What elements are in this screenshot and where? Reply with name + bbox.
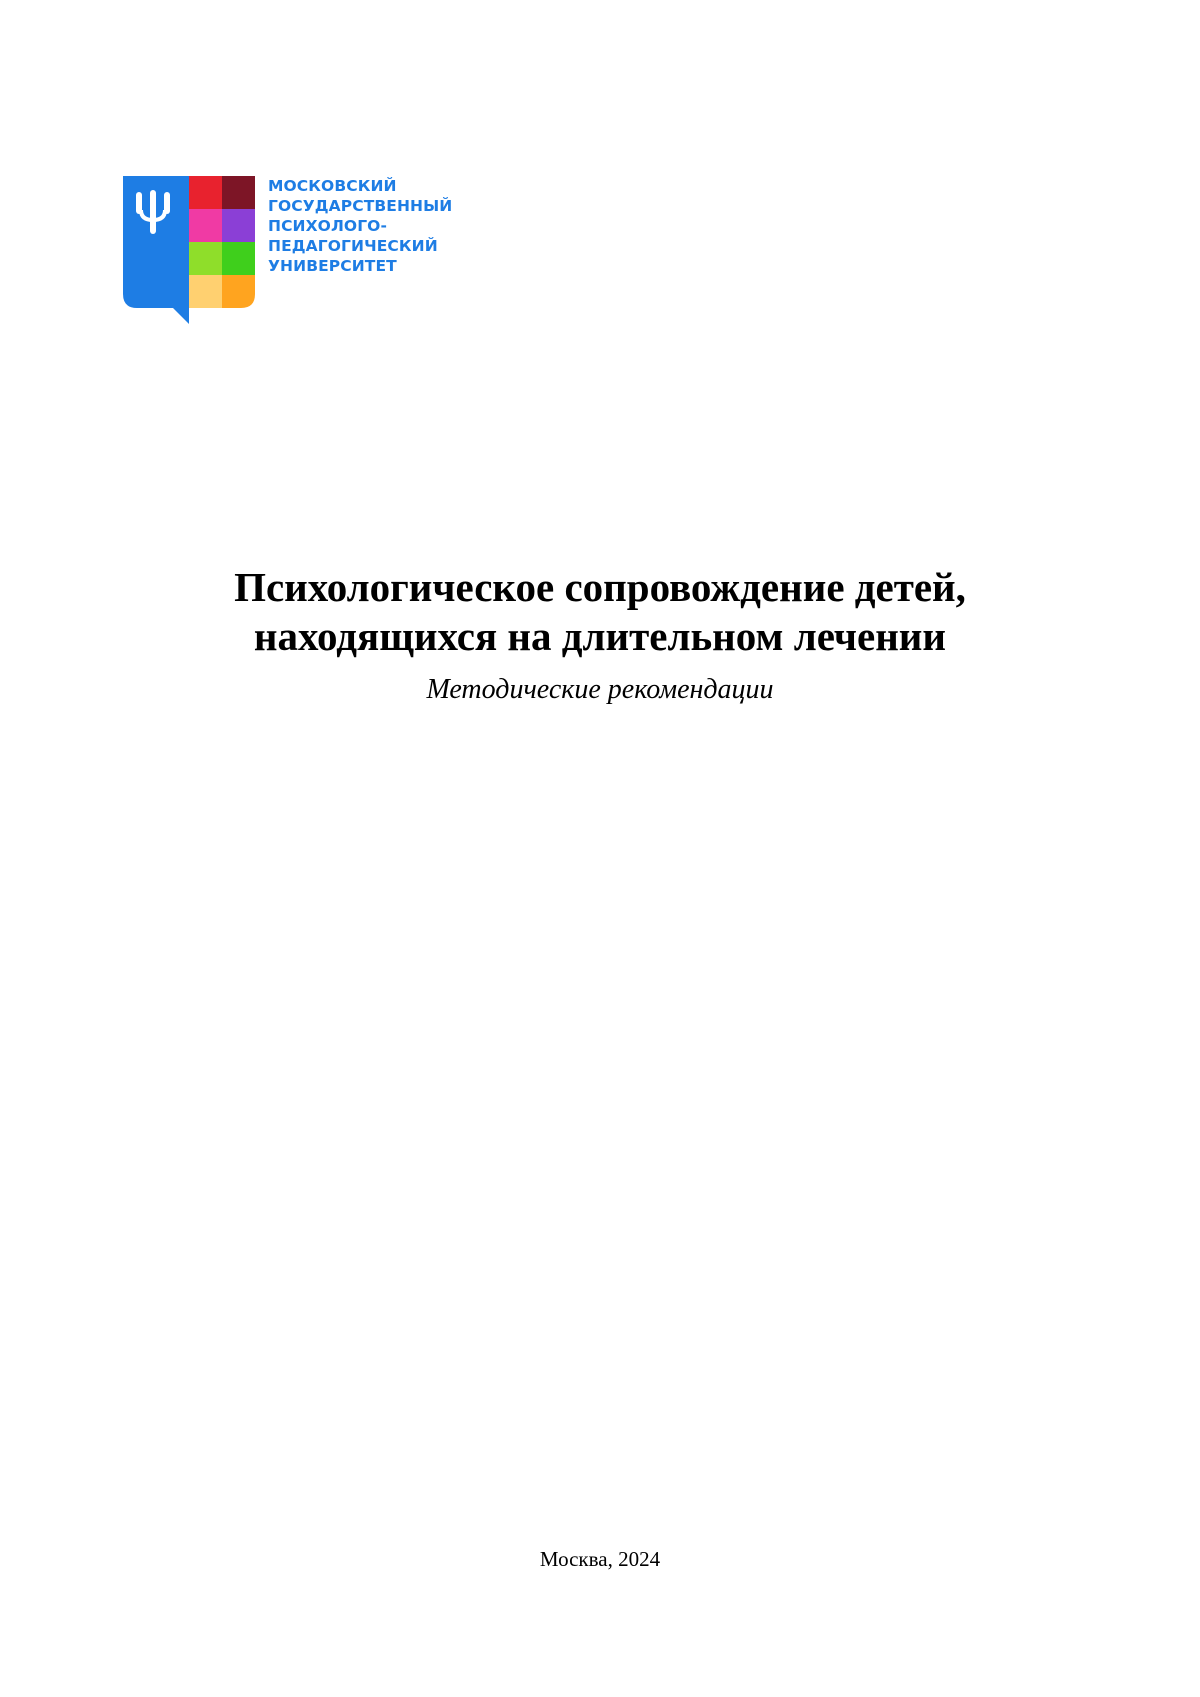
- place-and-year: Москва, 2024: [539, 1547, 661, 1571]
- title-line: Психологическое сопровождение детей,: [234, 564, 966, 610]
- document-title: [100, 563, 1100, 661]
- university-name: [268, 176, 478, 276]
- title-block: [100, 563, 1100, 707]
- university-name-line: МОСКОВСКИЙ: [268, 177, 397, 195]
- university-name-line: ПСИХОЛОГО-: [268, 217, 387, 235]
- title-line: находящихся на длительном лечении: [253, 613, 947, 659]
- university-name-line: ПЕДАГОГИЧЕСКИЙ: [268, 237, 438, 255]
- psi-shield-logo-icon: [123, 176, 255, 324]
- university-name-line: ГОСУДАРСТВЕННЫЙ: [268, 197, 453, 215]
- university-name-line: УНИВЕРСИТЕТ: [268, 257, 397, 275]
- document-subtitle: Методические рекомендации: [426, 674, 774, 705]
